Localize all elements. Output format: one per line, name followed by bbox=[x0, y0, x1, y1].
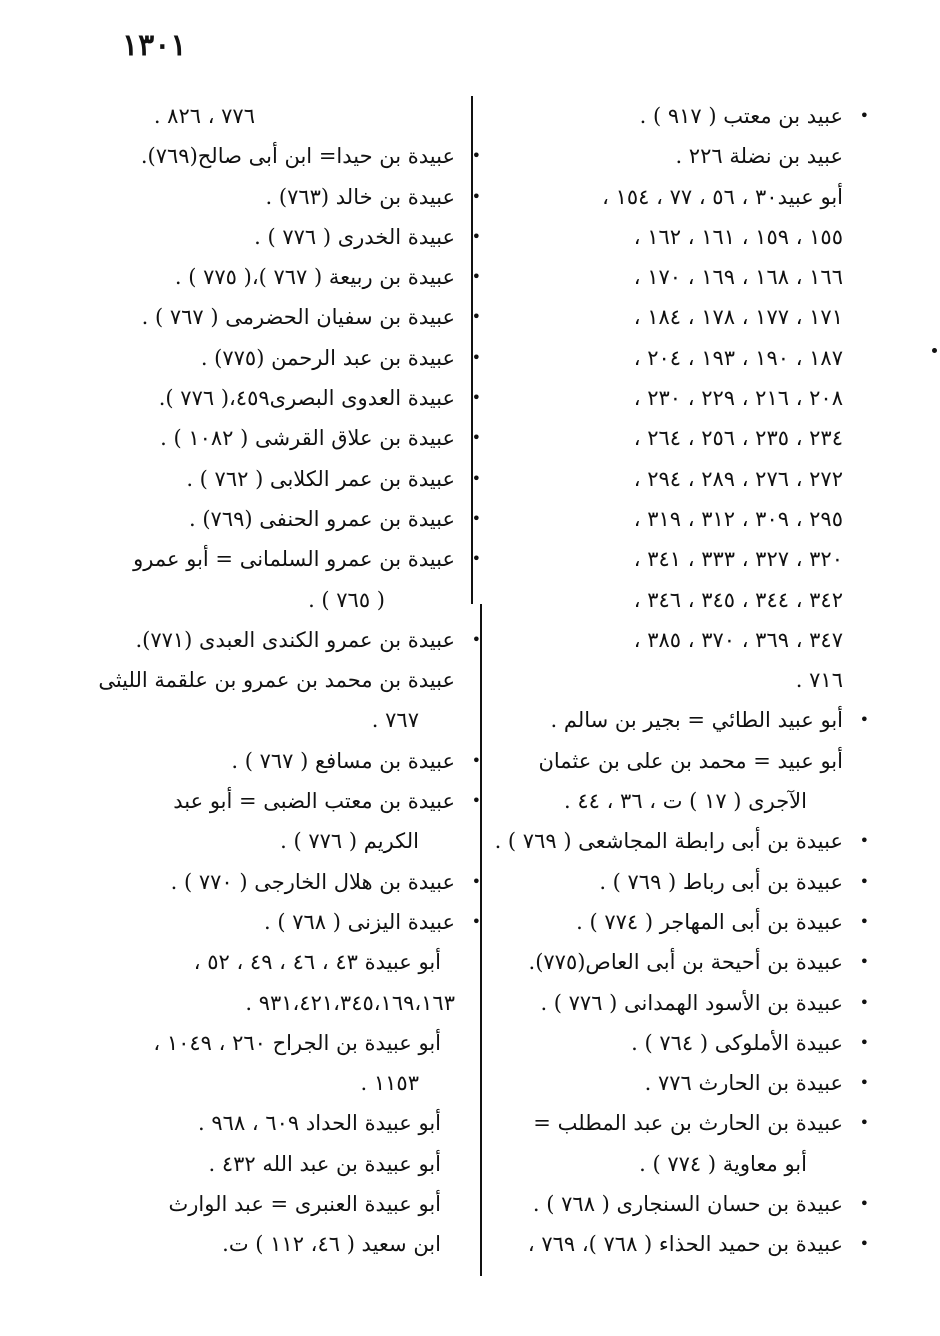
index-entry-continuation: ٣٢٠ ، ٣٢٧ ، ٣٣٣ ، ٣٤١ ، bbox=[633, 547, 843, 572]
index-entry-continuation: أبو عبيدة بن عبد الله ٤٣٢ . bbox=[208, 1151, 441, 1176]
index-entry: • عبيدة بن عبد الرحمن (٧٧٥) . bbox=[110, 338, 455, 378]
index-entry: • عبيدة بن سفيان الحضرمى ( ٧٦٧ ) . bbox=[110, 297, 455, 337]
index-entry: • عبيدة بن خالد (٧٦٣) . bbox=[110, 177, 455, 217]
index-entry-continuation: أبو عبيد٣٠ ، ٥٦ ، ٧٧ ، ١٥٤ ، bbox=[602, 184, 843, 209]
index-entry: • عبيدة بن ربيعة ( ٧٦٧ )،( ٧٧٥ ) . bbox=[110, 257, 455, 297]
index-entry-continuation: ١٥٥ ، ١٥٩ ، ١٦١ ، ١٦٢ ، bbox=[633, 224, 843, 249]
index-entry: • عبيدة بن الحارث ٧٧٦ . bbox=[495, 1063, 843, 1103]
index-column-left bbox=[98, 96, 455, 1265]
index-entry: • عبيدة الخدرى ( ٧٧٦ ) . bbox=[110, 217, 455, 257]
index-entry: • عبيدة بن حسان السنجارى ( ٧٦٨ ) . bbox=[495, 1184, 843, 1224]
index-entry-continuation: أبو عبيدة بن الجراح ٢٦٠ ، ١٠٤٩ ، bbox=[153, 1030, 441, 1055]
index-entry-continuation: أبو معاوية ( ٧٧٤ ) . bbox=[639, 1151, 807, 1176]
index-entry-continuation: ١٨٧ ، ١٩٠ ، ١٩٣ ، ٢٠٤ ، bbox=[633, 345, 843, 370]
index-entry: • عبيدة بن أبى رباط ( ٧٦٩ ) . bbox=[495, 862, 843, 902]
page-number: ١٣٠١ bbox=[122, 28, 187, 63]
index-entry: • عبيدة بن مسافع ( ٧٦٧ ) . bbox=[110, 741, 455, 781]
index-entry-continuation: ٢٩٥ ، ٣٠٩ ، ٣١٢ ، ٣١٩ ، bbox=[633, 506, 843, 531]
index-entry: • عبيدة بن علاق القرشى ( ١٠٨٢ ) . bbox=[110, 418, 455, 458]
index-entry: • عبيدة الأملوكى ( ٧٦٤ ) . bbox=[495, 1023, 843, 1063]
index-entry: • عبيدة بن الأسود الهمدانى ( ٧٧٦ ) . bbox=[495, 983, 843, 1023]
index-entry-continuation: ٣٤٢ ، ٣٤٤ ، ٣٤٥ ، ٣٤٦ ، bbox=[633, 587, 843, 612]
index-entry-continuation: أبو عبيدة العنبرى = عبد الوارث bbox=[168, 1192, 441, 1217]
index-entry-continuation: عبيد بن نضلة ٢٢٦ . bbox=[675, 144, 843, 169]
index-entry: • عبيدة بن معتب الضبى = أبو عبد bbox=[110, 781, 455, 821]
index-entry-continuation: ٩٣١،٤٢١،٣٤٥،١٦٩،١٦٣ . bbox=[245, 990, 455, 1015]
index-entry-continuation: ٧١٦ . bbox=[795, 668, 843, 693]
index-entry-continuation: ٢٠٨ ، ٢١٦ ، ٢٢٩ ، ٢٣٠ ، bbox=[633, 386, 843, 411]
index-entry: • عبيدة بن الحارث بن عبد المطلب = bbox=[495, 1103, 843, 1143]
index-entry: • عبيدة بن أبى المهاجر ( ٧٧٤ ) . bbox=[495, 902, 843, 942]
index-entry-continuation: أبو عبيدة ٤٣ ، ٤٦ ، ٤٩ ، ٥٢ ، bbox=[193, 950, 441, 975]
index-entry-continuation: ١٧١ ، ١٧٧ ، ١٧٨ ، ١٨٤ ، bbox=[633, 305, 843, 330]
index-entry: • أبو عبيد الطائي = بجير بن سالم . bbox=[495, 700, 843, 740]
index-entry: • عبيدة بن عمرو السلمانى = أبو عمرو bbox=[110, 539, 455, 579]
index-entry: • عبيدة بن عمر الكلابى ( ٧٦٢ ) . bbox=[110, 459, 455, 499]
index-entry: • عبيدة بن هلال الخارجى ( ٧٧٠ ) . bbox=[110, 862, 455, 902]
index-entry-continuation: ٧٧٦ ، ٨٢٦ . bbox=[153, 104, 255, 128]
index-entry-continuation: ابن سعيد ( ٤٦، ١١٢ ) ت. bbox=[222, 1232, 441, 1257]
index-entry-continuation: ٧٦٧ . bbox=[371, 708, 419, 733]
index-entry-continuation: ٢٣٤ ، ٢٣٥ ، ٢٥٦ ، ٢٦٤ ، bbox=[633, 426, 843, 451]
index-entry-continuation: الكريم ( ٧٧٦ ) . bbox=[280, 829, 419, 854]
index-entry-continuation: ٢٧٢ ، ٢٧٦ ، ٢٨٩ ، ٢٩٤ ، bbox=[633, 466, 843, 491]
index-entry-continuation: ١٦٦ ، ١٦٨ ، ١٦٩ ، ١٧٠ ، bbox=[633, 265, 843, 290]
index-entry-continuation: ٣٤٧ ، ٣٦٩ ، ٣٧٠ ، ٣٨٥ ، bbox=[633, 627, 843, 652]
index-entry: • عبيدة بن عمرو الكندى العبدى (٧٧١). bbox=[110, 620, 455, 660]
index-entry-continuation: ( ٧٦٥ ) . bbox=[308, 587, 385, 612]
stray-dot-mark bbox=[932, 348, 937, 353]
index-entry: • عبيدة بن أحيحة بن أبى العاص(٧٧٥). bbox=[495, 942, 843, 982]
index-entry: • عبيدة بن حيدا= ابن أبى صالح(٧٦٩). bbox=[110, 136, 455, 176]
index-column-right bbox=[495, 96, 843, 1265]
index-entry: • عبيد بن معتب ( ٩١٧ ) . bbox=[495, 96, 843, 136]
index-entry-continuation: الآجرى ( ١٧ ) ت ، ٣٦ ، ٤٤ . bbox=[563, 789, 807, 814]
index-entry: • عبيدة بن حميد الحذاء ( ٧٦٨ )، ٧٦٩ ، bbox=[495, 1224, 843, 1264]
index-entry: • عبيدة العدوى البصرى٤٥٩،( ٧٧٦ ). bbox=[110, 378, 455, 418]
index-entry-continuation: عبيدة بن محمد بن عمرو بن علقمة الليثى bbox=[98, 668, 455, 693]
index-entry: • عبيدة بن أبى رابطة المجاشعى ( ٧٦٩ ) . bbox=[495, 821, 843, 861]
index-entry: • عبيدة اليزنى ( ٧٦٨ ) . bbox=[110, 902, 455, 942]
index-entry-continuation: أبو عبيد = محمد بن على بن عثمان bbox=[538, 748, 843, 773]
index-entry: • عبيدة بن عمرو الحنفى (٧٦٩) . bbox=[110, 499, 455, 539]
index-entry-continuation: ١١٥٣ . bbox=[360, 1071, 419, 1096]
index-entry-continuation: أبو عبيدة الحداد ٦٠٩ ، ٩٦٨ . bbox=[198, 1111, 441, 1136]
